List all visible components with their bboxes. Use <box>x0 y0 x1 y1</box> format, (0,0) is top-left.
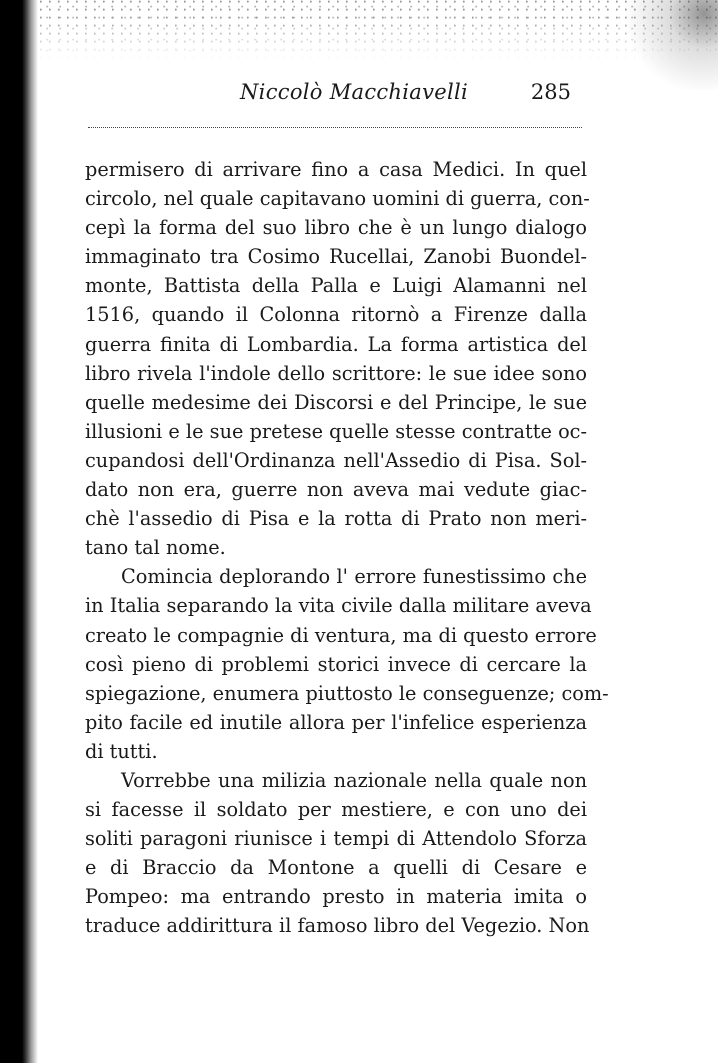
text-line: cepì la forma del suo libro che è un lungo dialogo <box>85 216 587 240</box>
text-line: così pieno di problemi storici invece di cercare la <box>85 652 587 676</box>
text-line: immaginato tra Cosimo Rucellai, Zanobi Buondel- <box>85 245 587 269</box>
text-line: spiegazione, enumera piuttosto le conseguenze; com- <box>85 681 609 705</box>
text-line: circolo, nel quale capitavano uomini di guerra, con- <box>85 187 590 211</box>
text-line: creato le compagnie di ventura, ma di questo errore <box>85 623 597 647</box>
text-line: chè l'assedio di Pisa e la rotta di Prato non meri- <box>85 507 587 531</box>
text-line: di tutti. <box>85 739 158 763</box>
running-title: Niccolò Macchiavelli <box>240 80 469 104</box>
book-binding-edge <box>0 0 38 1063</box>
text-line: 1516, quando il Colonna ritornò a Firenze dalla <box>85 303 587 327</box>
text-line: Pompeo: ma entrando presto in materia imita o <box>85 885 587 909</box>
text-line: pito facile ed inutile allora per l'infelice esperienza <box>85 710 587 734</box>
page-number: 285 <box>530 80 571 104</box>
text-line: quelle medesime dei Discorsi e del Principe, le sue <box>85 390 587 414</box>
paragraph-2 <box>85 562 609 766</box>
text-line: in Italia separando la vita civile dalla militare aveva <box>85 594 592 618</box>
text-line: e di Braccio da Montone a quelli di Cesare e <box>85 856 587 880</box>
paragraph-3 <box>85 766 590 941</box>
scan-smudge <box>578 0 718 90</box>
text-line: Comincia deplorando l' errore funestissimo che <box>121 565 587 589</box>
text-line: monte, Battista della Palla e Luigi Alamanni nel <box>85 274 587 298</box>
text-line: guerra finita di Lombardia. La forma artistica del <box>85 332 587 356</box>
paragraph-1 <box>85 155 590 562</box>
text-line: libro rivela l'indole dello scrittore: le sue idee sono <box>85 361 587 385</box>
header-dotted-rule <box>88 127 582 128</box>
text-line: permisero di arrivare fino a casa Medici. In quel <box>85 158 587 181</box>
text-line: tano tal nome. <box>85 536 226 560</box>
text-line: illusioni e le sue pretese quelle stesse contratte oc- <box>85 419 587 443</box>
text-line: traduce addirittura il famoso libro del Vegezio. Non <box>85 914 590 938</box>
body-text <box>85 155 609 941</box>
text-line: Vorrebbe una milizia nazionale nella quale non <box>121 768 587 792</box>
text-line: soliti paragoni riunisce i tempi di Attendolo Sforza <box>85 827 587 851</box>
page-header <box>88 76 583 112</box>
text-line: si facesse il soldato per mestiere, e con uno dei <box>85 798 587 822</box>
text-line: dato non era, guerre non aveva mai vedute giac- <box>85 478 587 502</box>
text-line: cupandosi dell'Ordinanza nell'Assedio di Pisa. Sol- <box>85 448 587 472</box>
